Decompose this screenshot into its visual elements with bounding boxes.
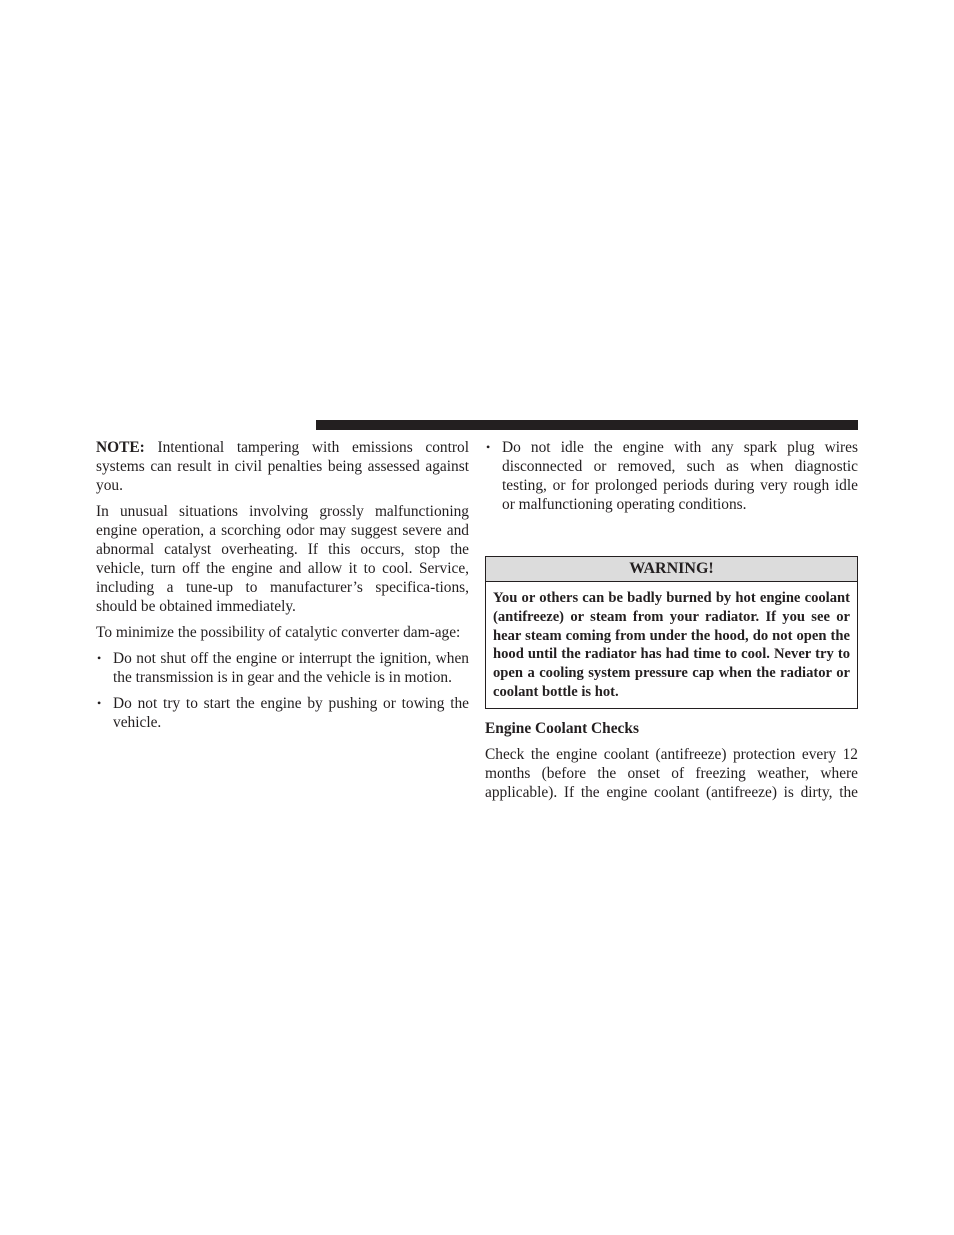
list-item-text: Do not shut off the engine or interrupt the ignition, when the transmission is in gear and the vehicle is in motion.: [113, 650, 469, 686]
right-column: [485, 438, 858, 521]
bullet-icon: •: [486, 440, 491, 454]
bullet-icon: •: [97, 696, 102, 710]
coolant-check-paragraph: Check the engine coolant (antifreeze) protection every 12 months (before the onset of freezing weather, where applicable). If the engine coolant (antifreeze) is dirty, the: [485, 746, 858, 801]
right-bullet-list: [485, 438, 858, 514]
list-item: [485, 438, 858, 514]
left-column: [96, 438, 469, 739]
left-bullet-list: [96, 649, 469, 732]
minimize-damage-paragraph: To minimize the possibility of catalytic converter dam-age:: [96, 624, 461, 641]
overheating-paragraph: In unusual situations involving grossly malfunctioning engine operation, a scorching odor may suggest severe and abnormal catalyst overheating. If this occurs, stop the vehicle, turn off the engine and allow it to cool. Service, including a tune-up to manufacturer’s specifica-tions, should be obtained immediately.: [96, 503, 469, 615]
list-item-text: Do not try to start the engine by pushing or towing the vehicle.: [113, 695, 469, 731]
note-label: NOTE:: [96, 439, 145, 456]
note-text: Intentional tampering with emissions control systems can result in civil penalties being assessed against you.: [96, 439, 469, 494]
warning-text: You or others can be badly burned by hot engine coolant (antifreeze) or steam from your radiator. If you see or hear steam coming from under the hood, do not open the hood until the radiator has had time to cool. Never try to open a cooling system pressure cap when the radiator or coolant bottle is hot.: [493, 590, 850, 700]
section-header-bar: [316, 420, 858, 430]
list-item: [96, 649, 469, 687]
note-paragraph: [96, 438, 469, 495]
list-item: [96, 694, 469, 732]
section-heading: Engine Coolant Checks: [485, 720, 639, 737]
bullet-icon: •: [97, 651, 102, 665]
list-item-text: Do not idle the engine with any spark plug wires disconnected or removed, such as when diagnostic testing, or for prolonged periods during very rough idle or malfunctioning operating conditions.: [502, 439, 858, 513]
warning-title: WARNING!: [486, 557, 857, 582]
warning-box: [485, 556, 858, 709]
